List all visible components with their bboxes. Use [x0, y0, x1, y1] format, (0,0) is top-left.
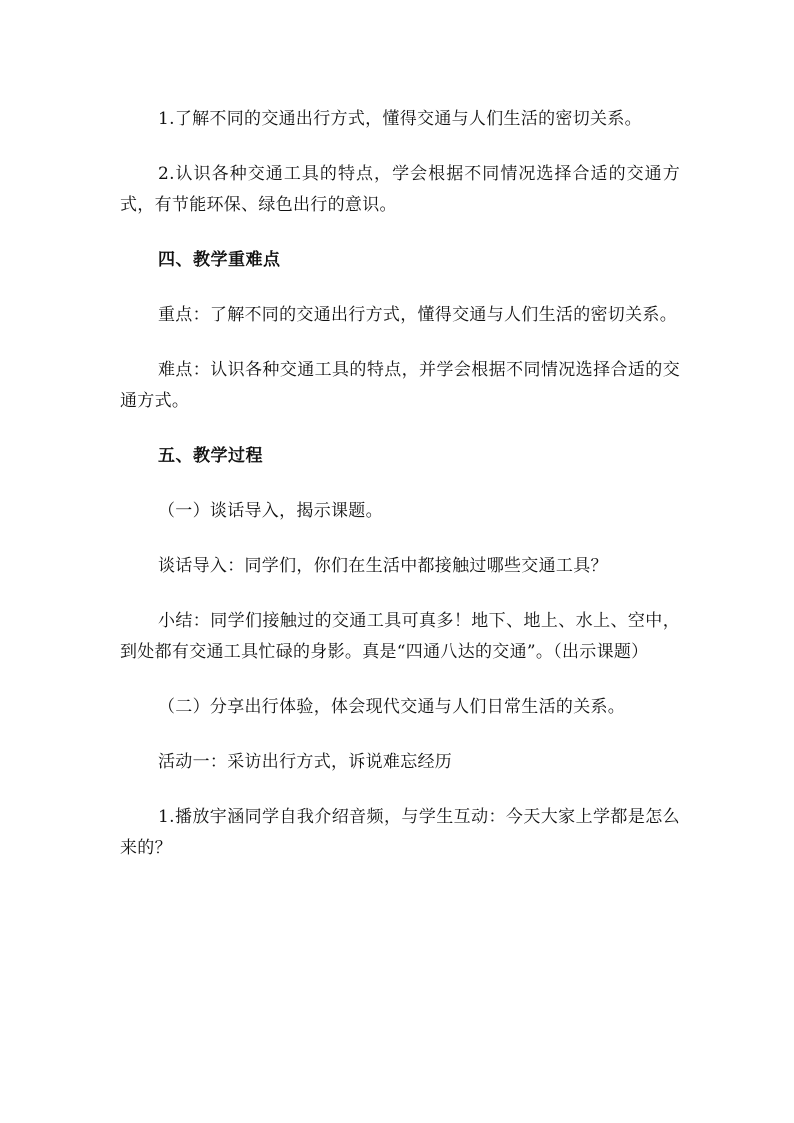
section-heading-teaching-process: 五、教学过程 — [158, 446, 263, 466]
subsection-heading-intro: （一）谈话导入，揭示课题。 — [158, 501, 383, 521]
activity-step-1: 1.播放宇涵同学自我介绍音频，与学生互动：今天大家上学都是怎么来的？ — [120, 807, 680, 858]
key-point-paragraph: 重点：了解不同的交通出行方式，懂得交通与人们生活的密切关系。 — [158, 305, 677, 325]
summary-paragraph: 小结：同学们接触过的交通工具可真多！地下、地上、水上、空中，到处都有交通工具忙碌的身影。真是“四通八达的交通”。（出示课题） — [120, 611, 680, 662]
intro-dialogue-paragraph: 谈话导入：同学们，你们在生活中都接触过哪些交通工具？ — [158, 556, 608, 576]
document-body — [120, 104, 680, 864]
objective-item-2: 2.认识各种交通工具的特点，学会根据不同情况选择合适的交通方式，有节能环保、绿色出行的意识。 — [120, 164, 680, 215]
section-heading-key-points: 四、教学重难点 — [158, 250, 281, 270]
subsection-heading-sharing: （二）分享出行体验，体会现代交通与人们日常生活的关系。 — [158, 697, 626, 717]
difficulty-paragraph: 难点：认识各种交通工具的特点，并学会根据不同情况选择合适的交通方式。 — [120, 360, 680, 411]
activity-one-title: 活动一：采访出行方式，诉说难忘经历 — [158, 752, 453, 772]
objective-item-1: 1.了解不同的交通出行方式，懂得交通与人们生活的密切关系。 — [158, 109, 642, 129]
